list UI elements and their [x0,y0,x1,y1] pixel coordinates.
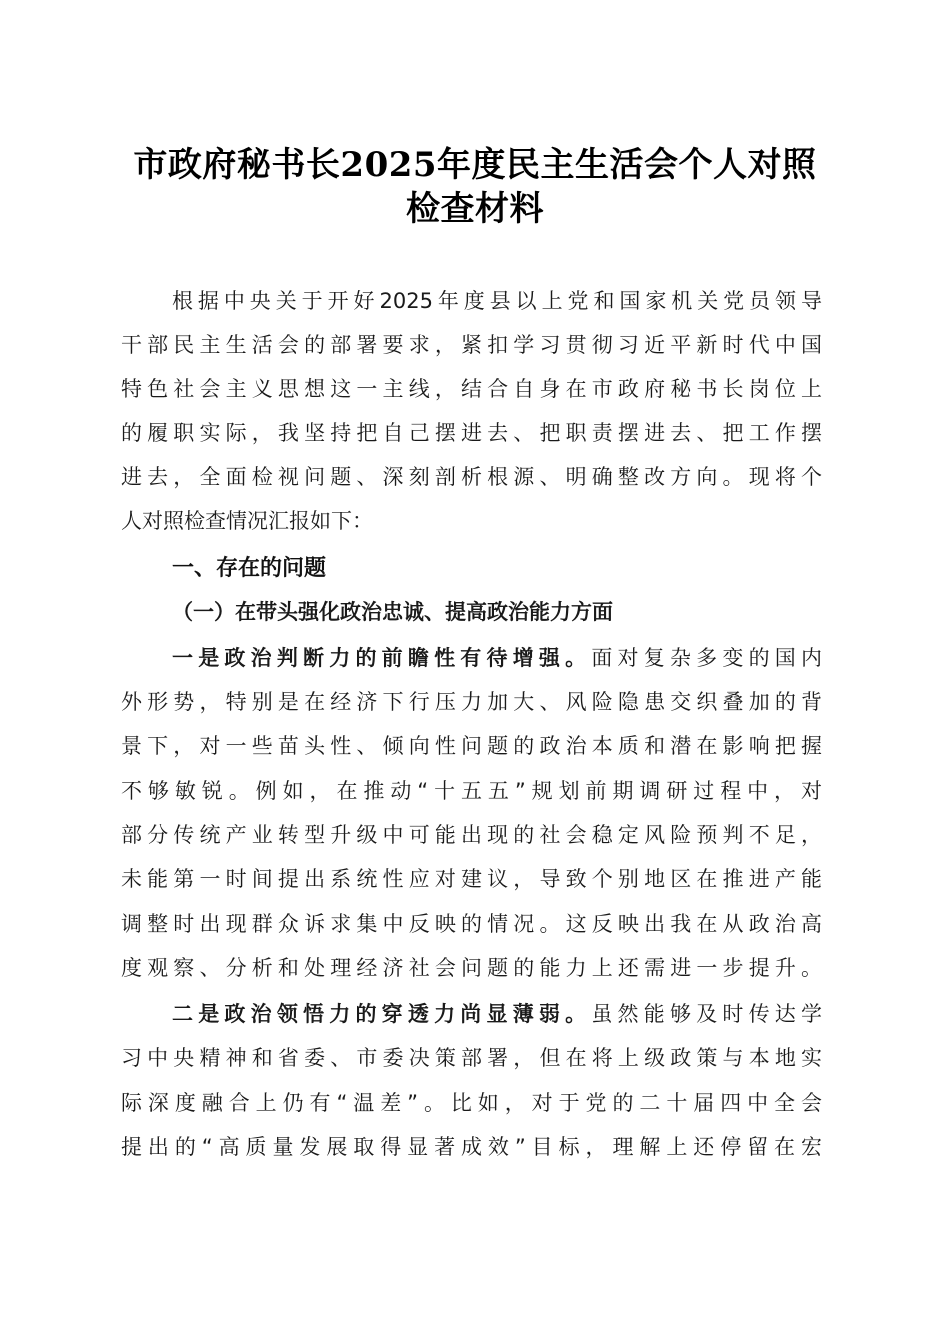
point-2-first-line [172,998,822,1028]
point-1-line: 外形势，特别是在经济下行压力加大、风险隐患交织叠加的背 [121,690,822,714]
point-1-line: 不够敏锐。例如，在推动“十五五”规划前期调研过程中，对 [121,779,822,803]
intro-line: 干部民主生活会的部署要求，紧扣学习贯彻习近平新时代中国 [121,333,822,357]
point-2-text: 虽然能够及时传达学 [591,1002,823,1026]
document-title-line-1: 市政府秘书长2025年度民主生活会个人对照 [133,145,817,185]
document-title-line-2: 检查材料 [406,189,544,229]
point-2-lead: 二是政治领悟力的穿透力尚显薄弱。 [172,1002,592,1026]
section-heading: 一、存在的问题 [172,556,327,581]
point-1-line: 部分传统产业转型升级中可能出现的社会稳定风险预判不足， [121,823,822,847]
point-2-line: 际深度融合上仍有“温差”。比如，对于党的二十届四中全会 [121,1091,822,1115]
point-2-line: 习中央精神和省委、市委决策部署，但在将上级政策与本地实 [121,1046,822,1070]
intro-line: 根据中央关于开好2025年度县以上党和国家机关党员领导 [172,289,822,313]
point-2-line: 提出的“高质量发展取得显著成效”目标，理解上还停留在宏 [121,1135,822,1159]
point-1-first-line [172,642,822,672]
intro-line: 的履职实际，我坚持把自己摆进去、把职责摆进去、把工作摆 [121,421,822,445]
point-1-line: 调整时出现群众诉求集中反映的情况。这反映出我在从政治高 [121,912,822,936]
point-1-text: 面对复杂多变的国内 [591,646,823,670]
intro-line: 人对照检查情况汇报如下： [121,509,373,533]
point-1-lead: 一是政治判断力的前瞻性有待增强。 [172,646,592,670]
point-1-line: 未能第一时间提出系统性应对建议，导致个别地区在推进产能 [121,867,822,891]
point-1-line: 度观察、分析和处理经济社会问题的能力上还需进一步提升。 [121,956,822,980]
intro-line: 进去，全面检视问题、深刻剖析根源、明确整改方向。现将个 [121,465,822,489]
point-1-line: 景下，对一些苗头性、倾向性问题的政治本质和潜在影响把握 [121,734,822,758]
subsection-heading: （一）在带头强化政治忠诚、提高政治能力方面 [172,600,613,624]
intro-line: 特色社会主义思想这一主线，结合自身在市政府秘书长岗位上 [121,377,822,401]
